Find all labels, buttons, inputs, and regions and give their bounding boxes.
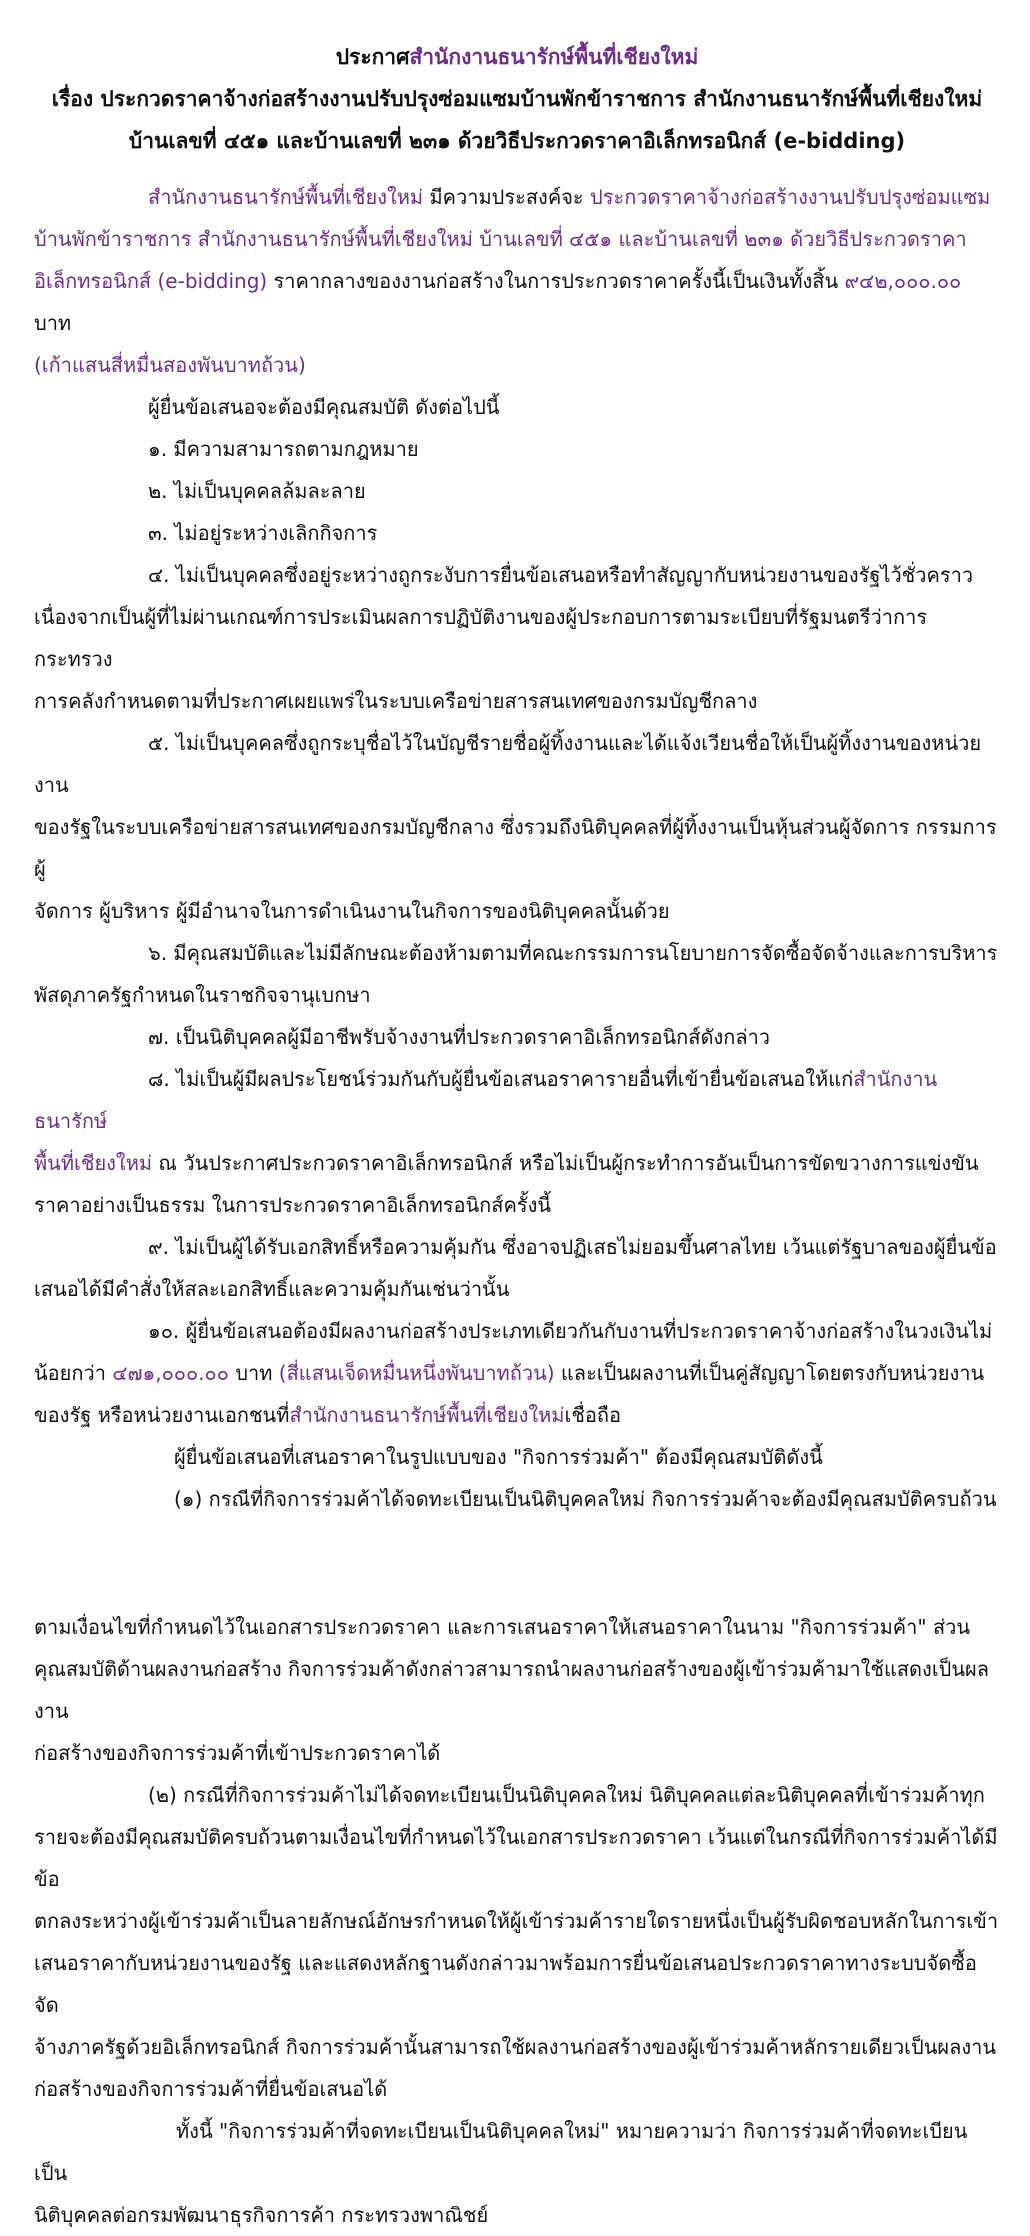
joint-venture-1-line-4: ก่อสร้างของกิจการร่วมค้าที่เข้าประกวดราคาได้ (34, 1741, 441, 1765)
qualification-7: ๗. เป็นนิติบุคคลผู้มีอาชีพรับจ้างงานที่ประกวดราคาอิเล็กทรอนิกส์ดังกล่าว (148, 1025, 771, 1049)
qualification-2: ๒. ไม่เป็นบุคคลล้มละลาย (148, 479, 366, 503)
qualification-6-line-1: ๖. มีคุณสมบัติและไม่มีลักษณะต้องห้ามตามที่คณะกรรมการนโยบายการจัดซื้อจัดจ้างและการบริหาร (148, 941, 998, 965)
qualification-9-line-1: ๙. ไม่เป็นผู้ได้รับเอกสิทธิ์หรือความคุ้มกัน ซึ่งอาจปฏิเสธไม่ยอมขึ้นศาลไทย เว้นแต่รัฐบาลของผู้ยื่นข้อ (148, 1235, 997, 1259)
announcement-title (34, 36, 1000, 162)
reference-price-words: (เก้าแสนสี่หมื่นสองพันบาทถ้วน) (34, 353, 306, 377)
qualification-header: ผู้ยื่นข้อเสนอจะต้องมีคุณสมบัติ ดังต่อไปนี้ (148, 395, 500, 419)
definition-line-2: นิติบุคคลต่อกรมพัฒนาธุรกิจการค้า กระทรวงพาณิชย์ (34, 2203, 489, 2227)
qualification-10-line-1: ๑๐. ผู้ยื่นข้อเสนอต้องมีผลงานก่อสร้างประเภทเดียวกันกับงานที่ประกวดราคาจ้างก่อสร้างในวงเงินไม่ (148, 1319, 993, 1343)
qualification-6-line-2: พัสดุภาครัฐกำหนดในราชกิจจานุเบกษา (34, 983, 371, 1007)
qualification-8-line-3: ราคาอย่างเป็นธรรม ในการประกวดราคาอิเล็กทรอนิกส์ครั้งนี้ (34, 1193, 552, 1217)
qualification-4-line-3: การคลังกำหนดตามที่ประกาศเผยแพร่ในระบบเครือข่ายสารสนเทศของกรมบัญชีกลาง (34, 689, 758, 713)
org-name: สำนักงานธนารักษ์พื้นที่เชียงใหม่ (409, 45, 699, 69)
qualification-9-line-2: เสนอได้มีคำสั่งให้สละเอกสิทธิ์และความคุ้มกันเช่นว่านั้น (34, 1277, 510, 1301)
joint-venture-2-line-4: เสนอราคากับหน่วยงานของรัฐ และแสดงหลักฐานดังกล่าวมาพร้อมการยื่นข้อเสนอประกวดราคาทางระบบจัดซื้อจัด (34, 1951, 977, 2017)
announcement-body (34, 176, 1000, 2236)
qualification-5-line-2: ของรัฐในระบบเครือข่ายสารสนเทศของกรมบัญชีกลาง ซึ่งรวมถึงนิติบุคคลที่ผู้ทิ้งงานเป็นหุ้นส่วนผู้จัดการ กรรมการผู้ (34, 815, 997, 881)
joint-venture-1-line-1: (๑) กรณีที่กิจการร่วมค้าได้จดทะเบียนเป็นนิติบุคคลใหม่ กิจการร่วมค้าจะต้องมีคุณสมบัติครบถ้วน (174, 1487, 997, 1511)
joint-venture-2-line-6: ก่อสร้างของกิจการร่วมค้าที่ยื่นข้อเสนอได้ (34, 2077, 388, 2101)
min-work-amount-words: (สี่แสนเจ็ดหมื่นหนึ่งพันบาทถ้วน) (278, 1361, 555, 1385)
intro-line-2: บ้านพักข้าราชการ สำนักงานธนารักษ์พื้นที่เชียงใหม่ บ้านเลขที่ ๔๕๑ และบ้านเลขที่ ๒๓๑ ด้วยวิธีประกวดราคา (34, 227, 967, 251)
intro-line-3: อิเล็กทรอนิกส์ (e-bidding) ราคากลางของงานก่อสร้างในการประกวดราคาครั้งนี้เป็นเงินทั้งสิ้น ๙๔๒,๐๐๐.๐๐ บาท (34, 269, 962, 335)
joint-venture-1-line-2: ตามเงื่อนไขที่กำหนดไว้ในเอกสารประกวดราคา และการเสนอราคาให้เสนอราคาในนาม "กิจการร่วมค้า" ส่วน (34, 1615, 971, 1639)
qualification-3: ๓. ไม่อยู่ระหว่างเลิกกิจการ (148, 521, 378, 545)
qualification-8-line-1: ๘. ไม่เป็นผู้มีผลประโยชน์ร่วมกันกับผู้ยื่นข้อเสนอราคารายอื่นที่เข้ายื่นข้อเสนอให้แก่สำนักงานธนารักษ์ (34, 1067, 938, 1133)
joint-venture-2-line-2: รายจะต้องมีคุณสมบัติครบถ้วนตามเงื่อนไขที่กำหนดไว้ในเอกสารประกวดราคา เว้นแต่ในกรณีที่กิจการร่วมค้าได้มีข้อ (34, 1825, 998, 1891)
definition-line-1: ทั้งนี้ "กิจการร่วมค้าที่จดทะเบียนเป็นนิติบุคคลใหม่" หมายความว่า กิจการร่วมค้าที่จดทะเบียนเป็น (34, 2119, 968, 2185)
qualification-10-line-2: น้อยกว่า ๔๗๑,๐๐๐.๐๐ บาท (สี่แสนเจ็ดหมื่นหนึ่งพันบาทถ้วน) และเป็นผลงานที่เป็นคู่สัญญาโดยตรงกับหน่วยงาน (34, 1361, 985, 1385)
title-line-1: ประกาศสำนักงานธนารักษ์พื้นที่เชียงใหม่ (335, 45, 699, 69)
qualification-4-line-2: เนื่องจากเป็นผู้ที่ไม่ผ่านเกณฑ์การประเมินผลการปฏิบัติงานของผู้ประกอบการตามระเบียบที่รัฐมนตรีว่าการกระทรวง (34, 605, 928, 671)
qualification-4-line-1: ๔. ไม่เป็นบุคคลซึ่งอยู่ระหว่างถูกระงับการยื่นข้อเสนอหรือทำสัญญากับหน่วยงานของรัฐไว้ชั่วคราว (148, 563, 974, 587)
min-work-amount: ๔๗๑,๐๐๐.๐๐ (112, 1361, 229, 1385)
joint-venture-2-line-5: จ้างภาครัฐด้วยอิเล็กทรอนิกส์ กิจการร่วมค้านั้นสามารถใช้ผลงานก่อสร้างของผู้เข้าร่วมค้าหลักรายเดียวเป็นผลงาน (34, 2035, 997, 2059)
title-line-2: เรื่อง ประกวดราคาจ้างก่อสร้างงานปรับปรุงซ่อมแซมบ้านพักข้าราชการ สำนักงานธนารักษ์พื้นที่เชียงใหม่ (51, 87, 983, 111)
joint-venture-header: ผู้ยื่นข้อเสนอที่เสนอราคาในรูปแบบของ "กิจการร่วมค้า" ต้องมีคุณสมบัติดังนี้ (174, 1445, 823, 1469)
qualification-5-line-1: ๕. ไม่เป็นบุคคลซึ่งถูกระบุชื่อไว้ในบัญชีรายชื่อผู้ทิ้งงานและได้แจ้งเวียนชื่อให้เป็นผู้ทิ้งงานของหน่วยงาน (34, 731, 982, 797)
qualification-1: ๑. มีความสามารถตามกฎหมาย (148, 437, 419, 461)
intro-line-1: สำนักงานธนารักษ์พื้นที่เชียงใหม่ มีความประสงค์จะ ประกวดราคาจ้างก่อสร้างงานปรับปรุงซ่อมแซม (148, 185, 991, 209)
qualification-5-line-3: จัดการ ผู้บริหาร ผู้มีอำนาจในการดำเนินงานในกิจการของนิติบุคคลนั้นด้วย (34, 899, 670, 923)
qualification-8-line-2: พื้นที่เชียงใหม่ ณ วันประกาศประกวดราคาอิเล็กทรอนิกส์ หรือไม่เป็นผู้กระทำการอันเป็นการขัดขวางการแข่งขัน (34, 1151, 979, 1175)
title-line-3: บ้านเลขที่ ๔๕๑ และบ้านเลขที่ ๒๓๑ ด้วยวิธีประกวดราคาอิเล็กทรอนิกส์ (e-bidding) (128, 129, 906, 153)
reference-price: ๙๔๒,๐๐๐.๐๐ (844, 269, 962, 293)
joint-venture-1-line-3: คุณสมบัติด้านผลงานก่อสร้าง กิจการร่วมค้าดังกล่าวสามารถนำผลงานก่อสร้างของผู้เข้าร่วมค้ามาใช้แสดงเป็นผลงาน (34, 1657, 989, 1723)
joint-venture-2-line-1: (๒) กรณีที่กิจการร่วมค้าไม่ได้จดทะเบียนเป็นนิติบุคคลใหม่ นิติบุคคลแต่ละนิติบุคคลที่เข้าร่วมค้าทุก (148, 1783, 985, 1807)
qualification-10-line-3: ของรัฐ หรือหน่วยงานเอกชนที่สำนักงานธนารักษ์พื้นที่เชียงใหม่เชื่อถือ (34, 1403, 622, 1427)
page-break-gap (34, 1520, 1000, 1606)
joint-venture-2-line-3: ตกลงระหว่างผู้เข้าร่วมค้าเป็นลายลักษณ์อักษรกำหนดให้ผู้เข้าร่วมค้ารายใดรายหนึ่งเป็นผู้รับผิดชอบหลักในการเข้า (34, 1909, 999, 1933)
